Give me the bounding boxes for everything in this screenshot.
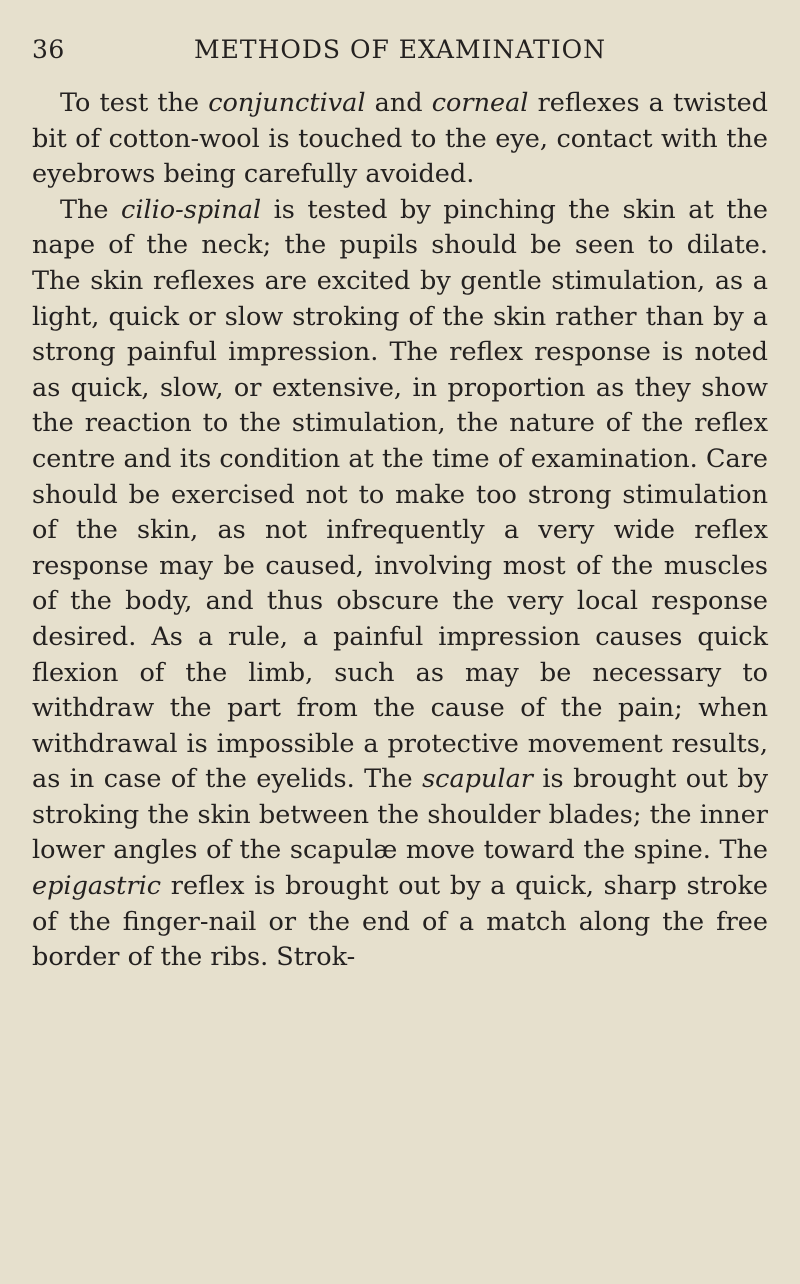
text-run: reflex is brought out by a quick, sharp stroke of the finger-nail or the end of a match along the free border of the ribs. Strok- <box>32 871 768 973</box>
running-head: METHODS OF EXAMINATION <box>194 35 606 64</box>
italic-term-corneal: corneal <box>431 88 529 118</box>
text-run: and <box>365 88 432 118</box>
italic-term-scapular: scapular <box>422 764 533 795</box>
italic-term-conjunctival: conjunctival <box>208 88 366 118</box>
paragraph-cilio-spinal-reflex <box>32 193 768 976</box>
text-run: The <box>60 194 122 225</box>
text-run: is tested by pinching the skin at the nape of the neck; the pupils should be seen to dilate. The skin reflexes are excited by gentle stimulation, as a light, quick or slow stroking of the skin rather than by a strong painful impression. The reflex response is noted as quick, slow, or extensive, in proportion as they show the reaction to the stimulation, the nature of the reflex centre and its condition at the time of examination. Care should be exercised not to make too strong stimulation of the skin, as not infrequently a very wide reflex response may be caused, involving most of the muscles of the body, and thus obscure the very local response desired. As a rule, a painful impression causes quick flexion of the limb, such as may be necessary to withdraw the part from the cause of the pain; when withdrawal is impossible a protective movement results, as in case of the eyelids. The <box>32 194 768 795</box>
italic-term-epigastric: epigastric <box>32 871 162 902</box>
text-run: is brought out by stroking the skin between the shoulder blades; the inner lower angles of the scapulæ move toward the spine. The <box>32 764 768 866</box>
text-run: reflexes a twisted bit of cotton-wool is touched to the eye, contact with the eyebrows being carefully avoided. <box>32 88 768 190</box>
italic-term-cilio-spinal: cilio-spinal <box>121 194 262 225</box>
body-text <box>32 86 768 976</box>
paragraph-conjunctival-reflex <box>32 86 768 193</box>
text-run: To test the <box>60 88 209 118</box>
page-header <box>32 30 768 70</box>
page-number: 36 <box>32 35 65 64</box>
